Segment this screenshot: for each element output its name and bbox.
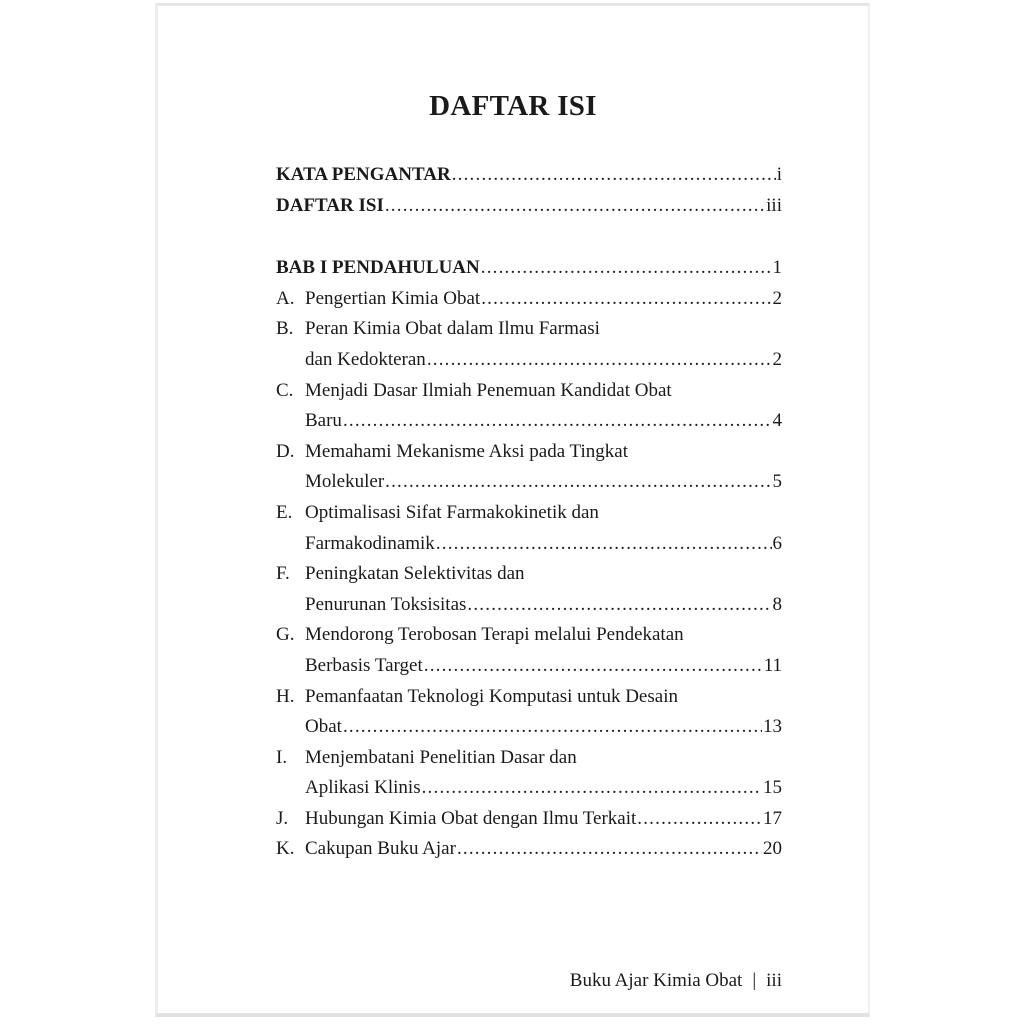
toc-entry-title: Cakupan Buku Ajar [305, 838, 456, 860]
dot-leader [343, 406, 772, 437]
toc-line [276, 498, 782, 529]
toc-entry-title: Hubungan Kimia Obat dengan Ilmu Terkait [305, 807, 637, 829]
footer-separator: | [752, 970, 757, 991]
toc-entry-title: KATA PENGANTAR [276, 164, 451, 185]
toc-entry-section [276, 376, 782, 437]
toc-entry-section [276, 834, 782, 865]
document-page [155, 3, 870, 1017]
page-footer [570, 970, 782, 992]
toc-entry-section [276, 314, 782, 375]
toc-line [276, 620, 782, 651]
toc-entry-title: Menjadi Dasar Ilmiah Penemuan Kandidat Obat [305, 379, 672, 401]
toc-section-letter: J. [276, 807, 289, 829]
dot-leader [481, 284, 771, 315]
toc-line [276, 559, 782, 590]
toc-page-number: 15 [763, 777, 782, 799]
toc-page-number: 13 [763, 716, 782, 738]
toc-line [276, 284, 782, 315]
toc-page-number: i [776, 164, 782, 185]
toc-page-number: 8 [772, 593, 782, 615]
toc-line [276, 376, 782, 407]
toc-section-letter: B. [276, 318, 294, 340]
toc-entry-section [276, 284, 782, 315]
toc-section-letter: D. [276, 440, 295, 462]
toc-entry-title: BAB I PENDAHULUAN [276, 257, 480, 279]
toc-entry-title: Obat [305, 716, 342, 738]
dot-leader [422, 773, 762, 804]
toc-entry-title: Peningkatan Selektivitas dan [305, 563, 525, 585]
toc-entry-kata-pengantar [276, 160, 782, 191]
toc-line [276, 590, 782, 621]
toc-section-letter: A. [276, 287, 295, 309]
toc-section-letter: K. [276, 838, 295, 860]
toc-page-number: 2 [772, 287, 782, 309]
toc-line [276, 682, 782, 713]
toc-entry-title: Farmakodinamik [305, 532, 435, 554]
toc-line [276, 406, 782, 437]
toc-line [276, 345, 782, 376]
toc-line [276, 651, 782, 682]
toc-line [276, 773, 782, 804]
footer-page-number: iii [766, 970, 782, 991]
table-of-contents [276, 160, 782, 865]
dot-leader [343, 712, 762, 743]
toc-entry-title: DAFTAR ISI [276, 194, 384, 216]
toc-entry-title: Pengertian Kimia Obat [305, 287, 481, 309]
toc-page-number: 1 [772, 257, 782, 279]
toc-entry-title: Mendorong Terobosan Terapi melalui Pendekatan [305, 624, 684, 646]
toc-entry-title: Optimalisasi Sifat Farmakokinetik dan [305, 501, 599, 523]
toc-page-number: 2 [772, 348, 782, 370]
toc-section-list [276, 284, 782, 865]
toc-entry-title: Baru [305, 410, 342, 432]
toc-line [276, 743, 782, 774]
toc-entry-title: Berbasis Target [305, 654, 423, 676]
dot-leader [436, 529, 772, 560]
toc-spacer [276, 221, 782, 253]
dot-leader [385, 467, 771, 498]
toc-entry-section [276, 743, 782, 804]
toc-line [276, 712, 782, 743]
toc-entry-section [276, 559, 782, 620]
toc-section-letter: I. [276, 746, 288, 768]
toc-page-number: 17 [763, 807, 782, 829]
toc-entry-title: dan Kedokteran [305, 348, 426, 370]
dot-leader [424, 651, 763, 682]
toc-entry-title: Memahami Mekanisme Aksi pada Tingkat [305, 440, 628, 462]
dot-leader [385, 191, 765, 222]
toc-page-number: iii [766, 194, 782, 216]
page-title: DAFTAR ISI [429, 90, 597, 122]
toc-entry-section [276, 498, 782, 559]
toc-line [276, 437, 782, 468]
toc-line [276, 834, 782, 865]
toc-entry-title: Aplikasi Klinis [305, 777, 421, 799]
toc-section-letter: C. [276, 379, 294, 401]
toc-line [276, 529, 782, 560]
dot-leader [452, 160, 776, 191]
toc-section-letter: G. [276, 624, 295, 646]
toc-page-number: 5 [772, 471, 782, 493]
toc-entry-title: Molekuler [305, 471, 385, 493]
toc-entry-title: Menjembatani Penelitian Dasar dan [305, 746, 577, 768]
toc-entry-section [276, 682, 782, 743]
toc-page-number: 6 [772, 532, 782, 554]
toc-entry-section [276, 620, 782, 681]
toc-page-number: 20 [763, 838, 782, 860]
toc-entry-title: Pemanfaatan Teknologi Komputasi untuk Desain [305, 685, 678, 707]
toc-page-number: 4 [772, 410, 782, 432]
toc-entry-title: Penurunan Toksisitas [305, 593, 467, 615]
dot-leader [427, 345, 772, 376]
toc-line [276, 804, 782, 835]
dot-leader [457, 834, 762, 865]
toc-entry-daftar-isi [276, 191, 782, 222]
toc-entry-title: Peran Kimia Obat dalam Ilmu Farmasi [305, 318, 600, 340]
toc-section-letter: H. [276, 685, 295, 707]
toc-entry-section [276, 437, 782, 498]
toc-section-letter: F. [276, 563, 290, 585]
toc-line [276, 314, 782, 345]
dot-leader [637, 804, 762, 835]
toc-entry-chapter [276, 253, 782, 284]
toc-entry-section [276, 804, 782, 835]
dot-leader [467, 590, 771, 621]
dot-leader [481, 253, 772, 284]
toc-page-number: 11 [763, 654, 782, 676]
toc-section-letter: E. [276, 501, 293, 523]
footer-book-title: Buku Ajar Kimia Obat [569, 970, 743, 991]
toc-line [276, 467, 782, 498]
